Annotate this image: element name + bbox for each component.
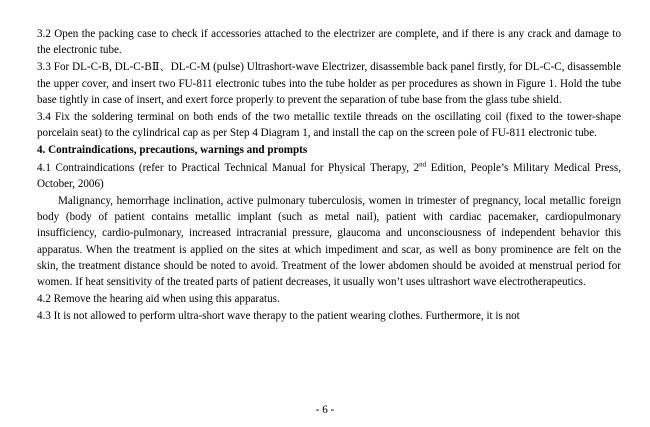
paragraph-3-3: 3.3 For DL-C-B, DL-C-BⅡ、DL-C-M (pulse) Ultrashort-wave Electrizer, disassemble back panel firstly, for DL-C-C, disassemble the upper cover, and insert two FU-811 electronic tubes into the tube holder as per procedures as shown in Figure 1. Hold the tube base tightly in case of insert, and exert force properly to prevent the separation of tube base from the glass tube shield. [37,61,621,106]
document-page [37,26,621,326]
paragraph-4-1-text-end: Edition, People’s Military Medical Press, October, 2006) [37,161,621,190]
paragraph-3-2: 3.2 Open the packing case to check if accessories attached to the electrizer are complete, and if there is any crack and damage to the electronic tube. [37,28,621,57]
paragraph-4-3: 4.3 It is not allowed to perform ultra-short wave therapy to the patient wearing clothes. Furthermore, it is not [37,310,520,323]
paragraph-3-4: 3.4 Fix the soldering terminal on both ends of the two metallic textile threads on the oscillating coil (fixed to the tower-shape porcelain seat) to the cylindrical cap as per Step 4 Diagram 1, and install the cap on the screen pole of FU-811 electronic tube. [37,111,621,140]
paragraph-4-1-text-start: 4.1 Contraindications (refer to Practical Technical Manual for Physical Therapy, 2 [37,161,420,174]
paragraph-4-1-body: Malignancy, hemorrhage inclination, active pulmonary tuberculosis, women in trimester of pregnancy, local metallic foreign body (body of patient contains metallic implant (such as metal nail), patient with cardiac pacemaker, cardiopulmonary insufficiency, cardio-pulmonary, increased intracranial pressure, glaucoma and unconsciousness of independent behavior this apparatus. When the treatment is applied on the sites at which impediment and scar, as well as bony prominence are felt on the skin, the treatment distance should be noted to avoid. Treatment of the lower abdomen should be avoided at menstrual period for women. If heat sensitivity of the treated parts of patient decreases, it usually won’t uses ultrashort wave electrotherapeutics. [37,195,621,289]
edition-superscript: nd [419,159,427,168]
page-number: - 6 - [315,404,335,416]
paragraph-4-1 [37,160,621,192]
section-heading-4: 4. Contraindications, precautions, warnings and prompts [37,144,308,157]
paragraph-4-2: 4.2 Remove the hearing aid when using this apparatus. [37,293,280,306]
